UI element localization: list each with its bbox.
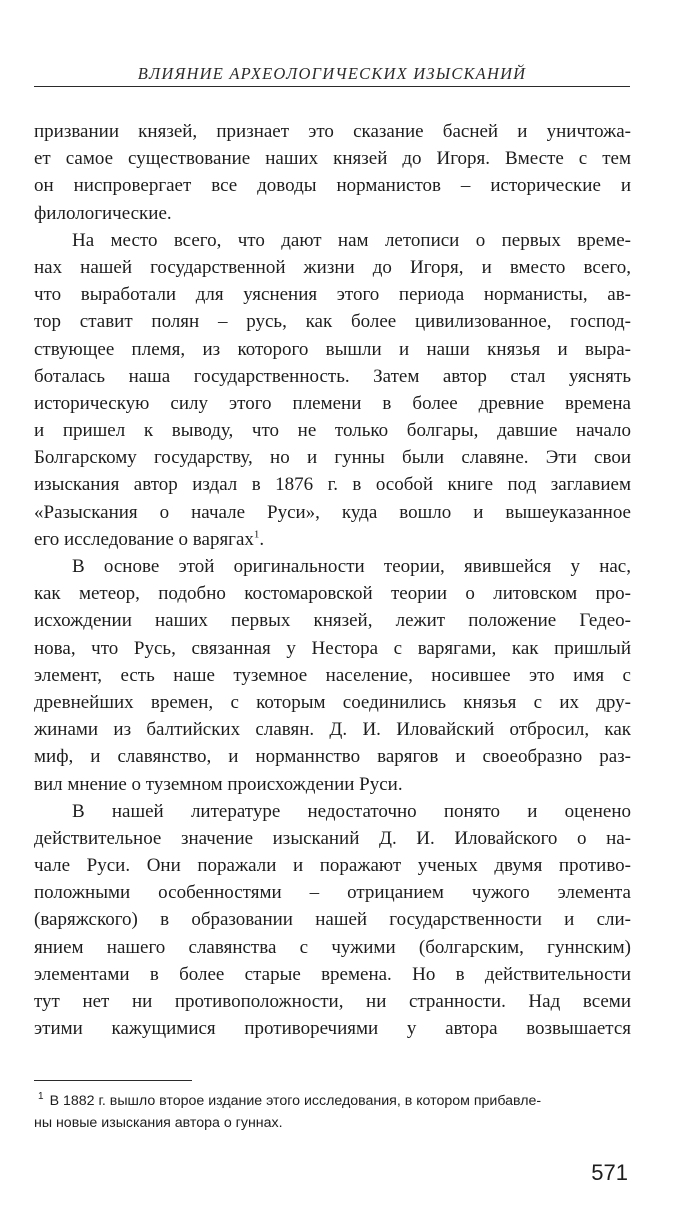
text-line: чале Руси. Они поражали и поражают ученых двумя противо- — [34, 855, 631, 877]
text-line: его исследование о варягах — [34, 528, 254, 550]
text-line: призвании князей, признает это сказание басней и уничтожа- — [34, 121, 631, 142]
header-rule — [34, 86, 630, 87]
main-text — [34, 118, 631, 1042]
footnote-line — [34, 1090, 631, 1112]
text-line: тор ставит полян – русь, как более цивилизованное, господ- — [34, 311, 631, 333]
text-line: янием нашего славянства с чужими (болгарским, гуннским) — [34, 936, 631, 958]
text-line: В нашей литературе недостаточно понято и оценено — [72, 800, 631, 822]
paragraph-2 — [34, 227, 631, 553]
text-line: «Разыскания о начале Руси», куда вошло и вышеуказанное — [34, 501, 631, 523]
text-line: В основе этой оригинальности теории, явившейся у нас, — [72, 556, 631, 577]
footnote-text: В 1882 г. вышло второе издание этого исследования, в котором прибавле- — [49, 1093, 542, 1109]
footnote-line: ны новые изыскания автора о гуннах. — [34, 1115, 283, 1131]
text-line: что выработали для уяснения этого периода норманисты, ав- — [34, 284, 631, 306]
text-line: действительное значение изысканий Д. И. Иловайского о на- — [34, 827, 631, 849]
footnote — [34, 1090, 631, 1134]
text-line: он ниспровергает все доводы норманистов – исторические и — [34, 175, 631, 197]
text-line: боталась наша государственность. Затем автор стал уяснять — [34, 365, 631, 387]
text-line: нова, что Русь, связанная у Нестора с варягами, как пришлый — [34, 637, 631, 659]
footnote-rule — [34, 1080, 192, 1081]
footnote-number: 1 — [38, 1091, 44, 1103]
text-line: филологические. — [34, 202, 172, 224]
text-line: вил мнение о туземном происхождении Руси. — [34, 773, 403, 795]
text-line: тут нет ни противоположности, ни странности. Над всеми — [34, 991, 631, 1012]
text-line: древнейших времен, с которым соединились князья с их дру- — [34, 691, 631, 713]
text-line: ствующее племя, из которого вышли и наши князья и выра- — [34, 338, 631, 360]
text-line: Болгарскому государству, но и гунны были славяне. Эти свои — [34, 447, 631, 469]
text-line: этими кажущимися противоречиями у автора возвышается — [34, 1018, 631, 1040]
text-line-with-footnote: его исследование о варягах$^1$. — [34, 528, 265, 550]
page-number: 571 — [591, 1160, 628, 1185]
text-line: (варяжского) в образовании нашей государственности и сли- — [34, 909, 631, 931]
running-header: ВЛИЯНИЕ АРХЕОЛОГИЧЕСКИХ ИЗЫСКАНИЙ — [137, 64, 527, 83]
paragraph-3 — [34, 553, 631, 798]
paragraph-1 — [34, 118, 631, 227]
text-line: элемент, есть наше туземное население, носившее это имя с — [34, 664, 631, 686]
text-line: исхождении наших первых князей, лежит положение Гедео- — [34, 610, 631, 632]
text-line: На место всего, что дают нам летописи о первых време- — [72, 229, 631, 251]
paragraph-4 — [34, 798, 631, 1043]
text-line: жинами из балтийских славян. Д. И. Иловайский отбросил, как — [34, 719, 631, 741]
text-line: положными особенностями – отрицанием чужого элемента — [34, 882, 631, 904]
text-line: элементами в более старые времена. Но в действительности — [34, 963, 631, 985]
text-line: как метеор, подобно костомаровской теории о литовском про- — [34, 583, 631, 605]
text-line: изыскания автор издал в 1876 г. в особой книге под заглавием — [34, 474, 631, 496]
text-line: нах нашей государственной жизни до Игоря, и вместо всего, — [34, 256, 631, 278]
text-line: и пришел к выводу, что не только болгары, давшие начало — [34, 420, 631, 442]
text-line: ет самое существование наших князей до Игоря. Вместе с тем — [34, 148, 631, 170]
text-line: историческую силу этого племени в более древние времена — [34, 392, 631, 414]
text-line: миф, и славянство, и норманнство варягов и своеобразно раз- — [34, 746, 631, 768]
footnote-reference[interactable]: 1 — [253, 528, 260, 541]
